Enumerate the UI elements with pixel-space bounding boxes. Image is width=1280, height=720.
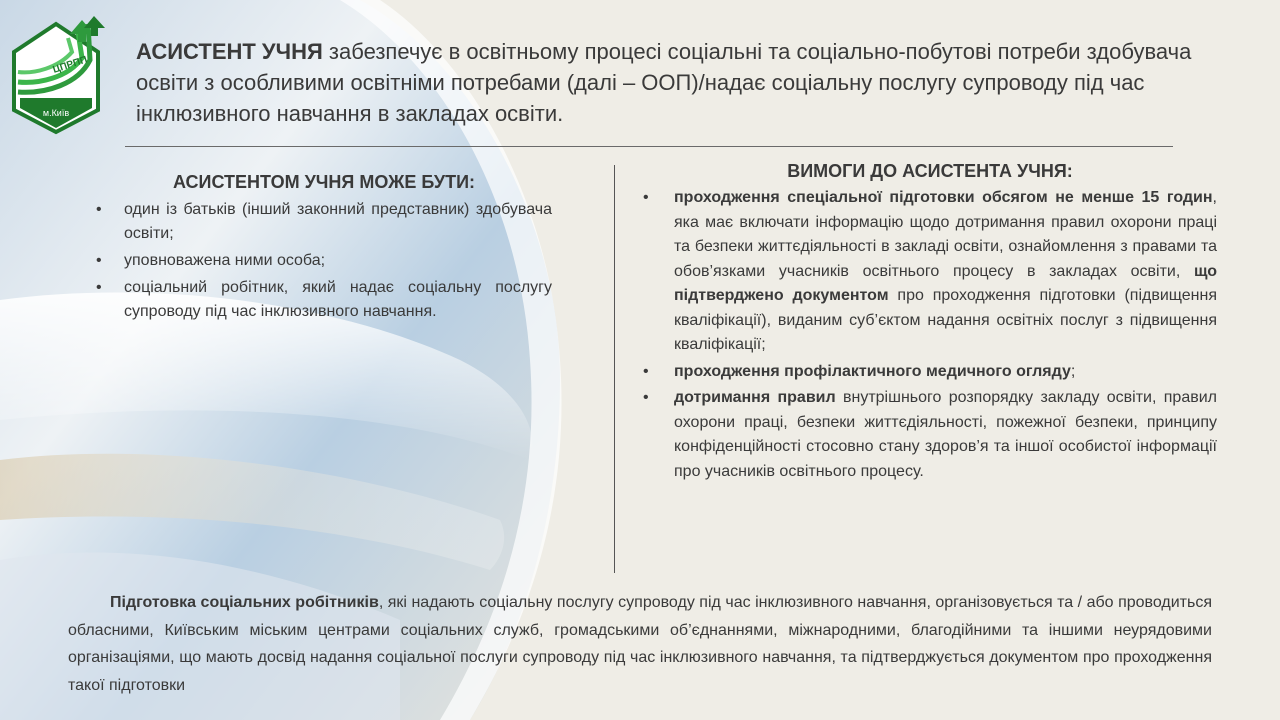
list-item	[643, 360, 1217, 385]
logo-top-text: ЦПРПП	[51, 54, 89, 76]
list-item-bold: що підтверджено документом	[674, 262, 1217, 304]
left-heading: АСИСТЕНТОМ УЧНЯ МОЖЕ БУТИ:	[172, 172, 475, 192]
list-item	[96, 249, 552, 273]
list-item-bold: дотримання правил	[674, 389, 836, 406]
vertical-divider	[614, 165, 615, 573]
list-item	[96, 276, 552, 324]
list-item-text: , яка має включати інформацію щодо дотримання правил охорони праці та безпеки життєдіяльності в закладі освіти, ознайомлення з правами та обов’язками учасників освітнього процесу в закладах освіти,	[674, 189, 1217, 280]
list-item	[96, 198, 552, 246]
footer-bold: Підготовка соціальних робітників	[110, 594, 379, 611]
right-heading: ВИМОГИ ДО АСИСТЕНТА УЧНЯ:	[787, 161, 1073, 181]
list-item-text: ;	[1070, 362, 1076, 380]
list-item-text: соціальний робітник, який надає соціальну послугу супроводу під час інклюзивного навчання.	[124, 279, 552, 320]
right-list	[643, 186, 1217, 484]
footer-text: , які надають соціальну послугу супроводу під час інклюзивного навчання, організовується та / або проводиться обласними, Київським міським центрами соціальних служб, громадськими об’єднаннями, міжнародними, благодійними та іншими неурядовими організаціями, що мають досвід надання соціальної послуги супроводу під час інклюзивного навчання, та підтверджується документом про проходження такої підготовки	[68, 594, 1213, 694]
list-item-text: про проходження підготовки (підвищення кваліфікації), виданим суб’єктом надання освітніх послуг з підвищення кваліфікації;	[674, 287, 1217, 353]
logo-bottom-text: м.Київ	[42, 108, 70, 118]
right-column	[643, 161, 1217, 486]
list-item-text: один із батьків (інший законний представник) здобувача освіти;	[124, 201, 552, 242]
left-column	[96, 172, 552, 327]
bullet-icon: •	[96, 279, 102, 296]
bullet-icon: •	[96, 201, 102, 218]
list-item-text: уповноважена ними особа;	[124, 252, 326, 269]
page-title	[136, 36, 1196, 129]
list-item	[643, 186, 1217, 358]
list-item-text: внутрішнього розпорядку закладу освіти, правил охорони праці, безпеки життєдіяльності, пожежної безпеки, принципу конфіденційності стосовно стану здоров’я та іншої особистої інформації про учасників освітнього процесу.	[674, 389, 1218, 480]
organization-logo	[8, 12, 108, 136]
bullet-icon: •	[643, 362, 649, 380]
title-text: забезпечує в освітньому процесі соціальні та соціально-побутові потреби здобувача освіти з особливими освітніми потребами (далі – ООП)/надає соціальну послугу супроводу під час інклюзивного навчання в закладах освіти.	[136, 39, 1192, 126]
list-item-bold: проходження спеціальної підготовки обсягом не менше 15 годин	[674, 189, 1213, 206]
list-item	[643, 386, 1217, 484]
title-bold: АСИСТЕНТ УЧНЯ	[136, 39, 323, 64]
footer-paragraph	[68, 589, 1212, 699]
horizontal-divider	[125, 146, 1173, 147]
bullet-icon: •	[643, 189, 649, 206]
left-list	[96, 198, 552, 324]
list-item-bold: проходження профілактичного медичного огляду	[674, 362, 1071, 380]
bullet-icon: •	[96, 252, 102, 269]
bullet-icon: •	[643, 389, 649, 406]
